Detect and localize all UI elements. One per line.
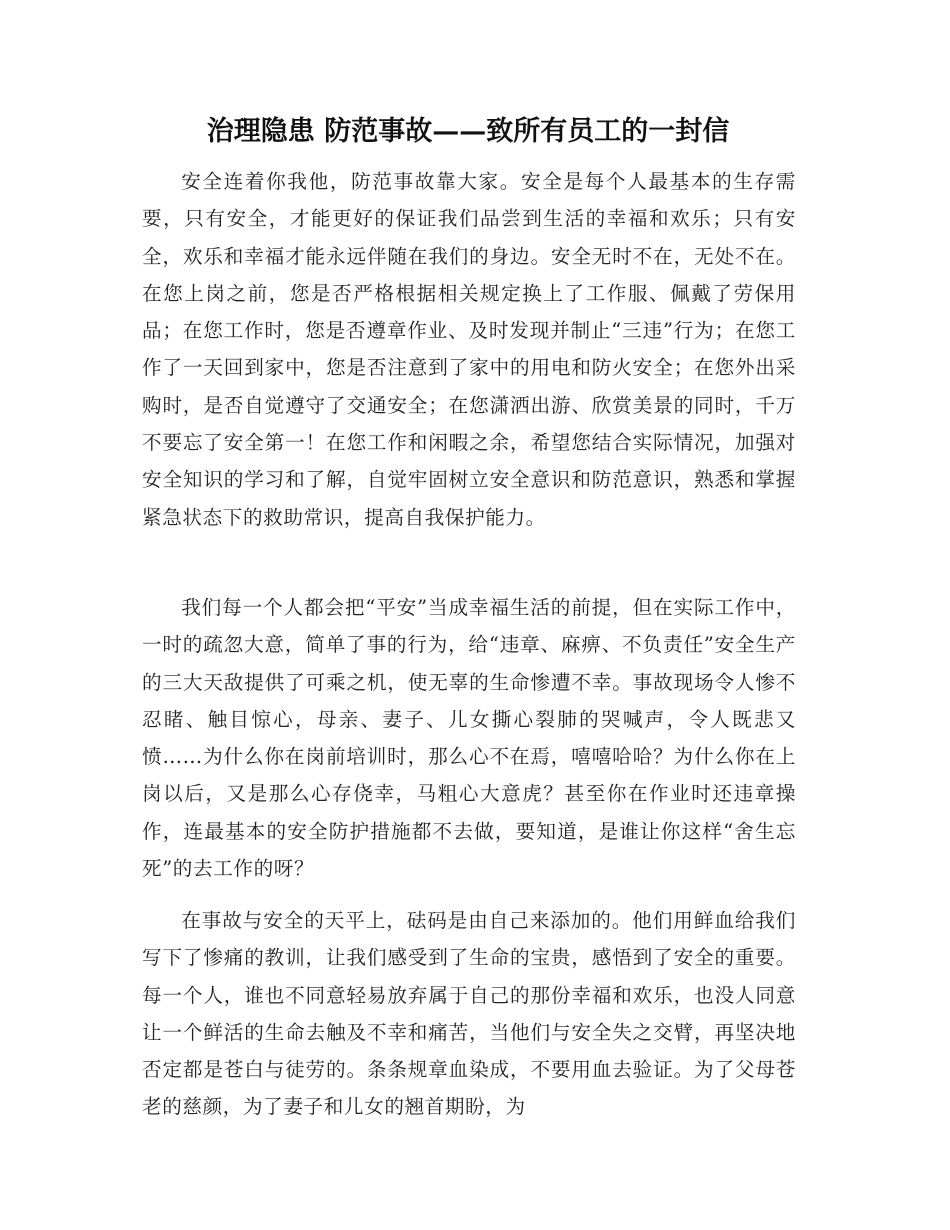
paragraph-1: 安全连着你我他，防范事故靠大家。安全是每个人最基本的生存需要，只有安全，才能更好的保证我们品尝到生活的幸福和欢乐；只有安全，欢乐和幸福才能永远伴随在我们的身边。安全无时不在，无处不在。在您上岗之前，您是否严格根据相关规定换上了工作服、佩戴了劳保用品；在您工作时，您是否遵章作业、及时发现并制止“三违”行为；在您工作了一天回到家中，您是否注意到了家中的用电和防火安全；在您外出采购时，是否自觉遵守了交通安全；在您潇洒出游、欣赏美景的同时，千万不要忘了安全第一！在您工作和闲暇之余，希望您结合实际情况，加强对安全知识的学习和了解，自觉牢固树立安全意识和防范意识，熟悉和掌握紧急状态下的救助常识，提高自我保护能力。 [142, 170, 796, 529]
paragraph-3: 在事故与安全的天平上，砝码是由自己来添加的。他们用鲜血给我们写下了惨痛的教训，让我们感受到了生命的宝贵，感悟到了安全的重要。每一个人，谁也不同意轻易放弃属于自己的那份幸福和欢乐，也没人同意让一个鲜活的生命去触及不幸和痛苦，当他们与安全失之交臂，再坚决地否定都是苍白与徒劳的。条条规章血染成，不要用血去验证。为了父母苍老的慈颜，为了妻子和儿女的翘首期盼，为 [142, 909, 796, 1119]
document-title: 治理隐患 防范事故——致所有员工的一封信 [206, 116, 730, 147]
paragraph-2: 我们每一个人都会把“平安”当成幸福生活的前提，但在实际工作中，一时的疏忽大意，简单了事的行为，给“违章、麻痹、不负责任”安全生产的三大天敌提供了可乘之机，使无辜的生命惨遭不幸。事故现场令人惨不忍睹、触目惊心，母亲、妻子、儿女撕心裂肺的哭喊声，令人既悲又愤……为什么你在岗前培训时，那么心不在焉，嘻嘻哈哈？为什么你在上岗以后，又是那么心存侥幸，马粗心大意虎？甚至你在作业时还违章操作，连最基本的安全防护措施都不去做，要知道，是谁让你这样“舍生忘死”的去工作的呀？ [142, 596, 796, 881]
